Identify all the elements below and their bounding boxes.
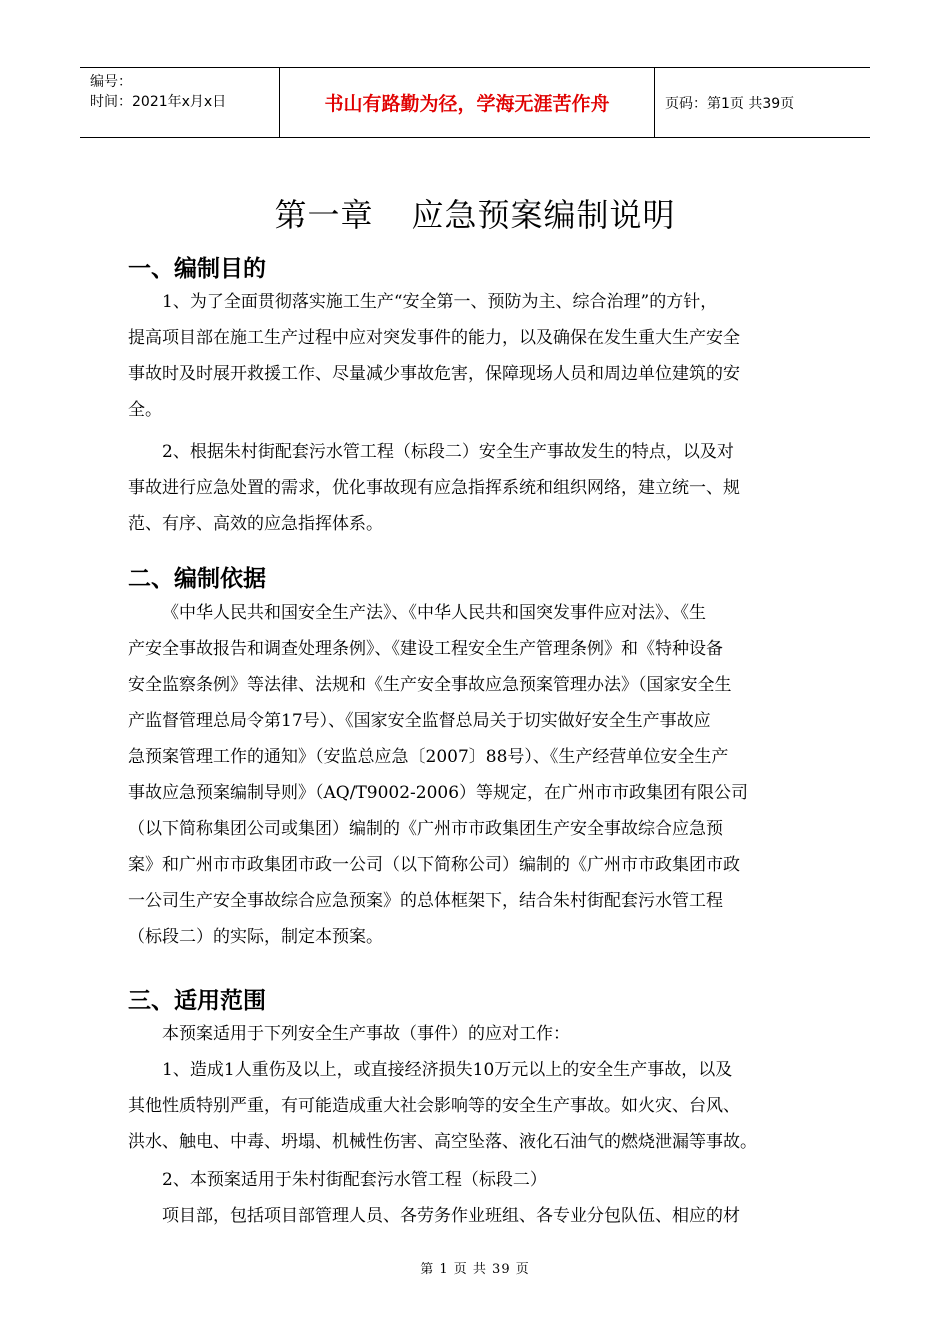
page-header xyxy=(80,67,870,138)
text-line: 2、本预案适用于朱村街配套污水管工程（标段二） xyxy=(162,1170,547,1190)
text-line: 洪水、触电、中毒、坍塌、机械性伤害、高空坠落、液化石油气的燃烧泄漏等事故。 xyxy=(128,1132,757,1152)
text-line: （标段二）的实际，制定本预案。 xyxy=(128,927,383,947)
text-line: 《中华人民共和国安全生产法》、《中华人民共和国突发事件应对法》、《生 xyxy=(162,603,706,623)
header-meta xyxy=(80,68,280,137)
section-3-paragraph-2 xyxy=(128,1052,825,1160)
text-line: 1、造成1人重伤及以上，或直接经济损失10万元以上的安全生产事故，以及 xyxy=(162,1060,733,1080)
date-label: 时间：2021年x月x日 xyxy=(90,94,227,110)
text-line: 其他性质特别严重，有可能造成重大社会影响等的安全生产事故。如火灾、台风、 xyxy=(128,1096,740,1116)
text-line: 2、根据朱村街配套污水管工程（标段二）安全生产事故发生的特点，以及对 xyxy=(162,442,734,462)
text-line: 产安全事故报告和调查处理条例》、《建设工程安全生产管理条例》和《特种设备 xyxy=(128,639,723,659)
header-motto: 书山有路勤为径，学海无涯苦作舟 xyxy=(280,68,655,137)
text-line: 本预案适用于下列安全生产事故（事件）的应对工作： xyxy=(162,1024,570,1044)
header-page-info: 页码：第1页 共39页 xyxy=(665,95,795,112)
number-label: 编号： xyxy=(90,74,132,90)
text-line: 范、有序、高效的应急指挥体系。 xyxy=(128,514,383,534)
text-line: 1、为了全面贯彻落实施工生产“安全第一、预防为主、综合治理”的方针， xyxy=(162,292,718,312)
text-line: 事故进行应急处置的需求，优化事故现有应急指挥系统和组织网络，建立统一、规 xyxy=(128,478,740,498)
chapter-number: 第一章 xyxy=(274,196,374,234)
text-line: 急预案管理工作的通知》（安监总应急〔2007〕88号）、《生产经营单位安全生产 xyxy=(128,747,729,767)
text-line: 提高项目部在施工生产过程中应对突发事件的能力，以及确保在发生重大生产安全 xyxy=(128,328,740,348)
section-1-paragraph-1 xyxy=(128,284,825,428)
section-heading-1: 一、编制目的 xyxy=(128,256,266,282)
text-line: 事故时及时展开救援工作、尽量减少事故危害，保障现场人员和周边单位建筑的安 xyxy=(128,364,740,384)
text-line: 事故应急预案编制导则》（AQ/T9002-2006）等规定，在广州市市政集团有限公司 xyxy=(128,783,749,803)
chapter-name: 应急预案编制说明 xyxy=(411,196,676,234)
text-line: 项目部，包括项目部管理人员、各劳务作业班组、各专业分包队伍、相应的材 xyxy=(162,1206,740,1226)
section-3-paragraph-1 xyxy=(128,1016,825,1052)
section-1-paragraph-2 xyxy=(128,434,825,542)
section-heading-3: 三、适用范围 xyxy=(128,988,266,1014)
section-heading-2: 二、编制依据 xyxy=(128,566,266,592)
section-3-paragraph-3 xyxy=(128,1162,825,1234)
section-2-paragraph-1 xyxy=(128,595,825,955)
text-line: 一公司生产安全事故综合应急预案》的总体框架下，结合朱村街配套污水管工程 xyxy=(128,891,723,911)
text-line: 全。 xyxy=(128,400,162,420)
text-line: 案》和广州市市政集团市政一公司（以下简称公司）编制的《广州市市政集团市政 xyxy=(128,855,740,875)
text-line: 产监督管理总局令第17号）、《国家安全监督总局关于切实做好安全生产事故应 xyxy=(128,711,711,731)
page-footer: 第 1 页 共 39 页 xyxy=(420,1262,530,1277)
text-line: 安全监察条例》等法律、法规和《生产安全事故应急预案管理办法》（国家安全生 xyxy=(128,675,732,695)
text-line: （以下简称集团公司或集团）编制的《广州市市政集团生产安全事故综合应急预 xyxy=(128,819,723,839)
chapter-title xyxy=(0,190,950,236)
